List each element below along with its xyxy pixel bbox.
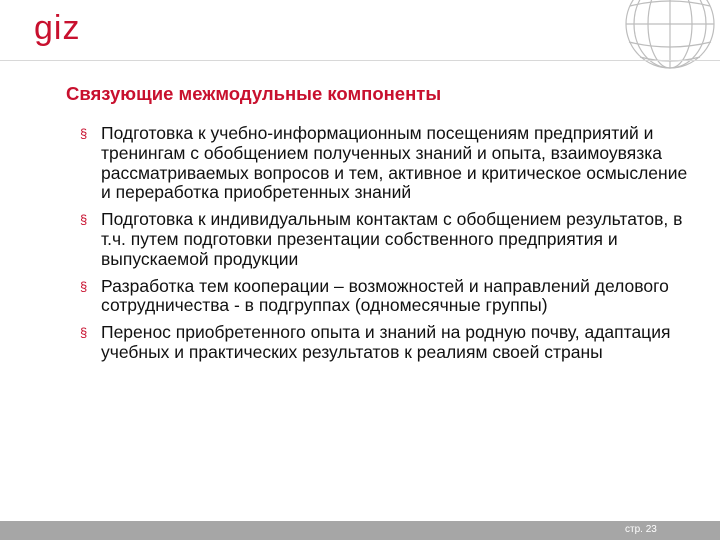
list-item-text: Перенос приобретенного опыта и знаний на родную почву, адаптация учебных и практических результатов к реалиям своей страны — [101, 322, 671, 362]
list-item-text: Подготовка к учебно-информационным посещениям предприятий и тренингам с обобщением полученных знаний и опыта, взаимоувязка рассматриваемых вопросов и тем, активное и критическое осмысление и переработка приобретенных знаний — [101, 123, 688, 203]
bullet-marker-icon: § — [80, 278, 88, 294]
bullet-list — [80, 124, 700, 370]
page-number: стр. 23 — [625, 524, 657, 535]
giz-logo: giz — [34, 9, 81, 47]
list-item — [80, 323, 700, 363]
header-divider — [0, 60, 720, 61]
bullet-marker-icon: § — [80, 212, 88, 228]
list-item — [80, 277, 700, 317]
list-item-text: Разработка тем кооперации – возможностей и направлений делового сотрудничества - в подгруппах (одномесячные группы) — [101, 275, 669, 316]
slide-title: Связующие межмодульные компоненты — [66, 83, 442, 104]
bullet-marker-icon: § — [80, 126, 88, 141]
list-item — [80, 210, 700, 269]
list-item — [80, 124, 700, 203]
globe-icon — [610, 0, 720, 74]
bullet-marker-icon: § — [80, 325, 88, 341]
footer-bar — [0, 521, 720, 540]
list-item-text: Подготовка к индивидуальным контактам с обобщением результатов, в т.ч. путем подготовки презентации собственного предприятия и выпускаемой продукции — [101, 209, 683, 269]
